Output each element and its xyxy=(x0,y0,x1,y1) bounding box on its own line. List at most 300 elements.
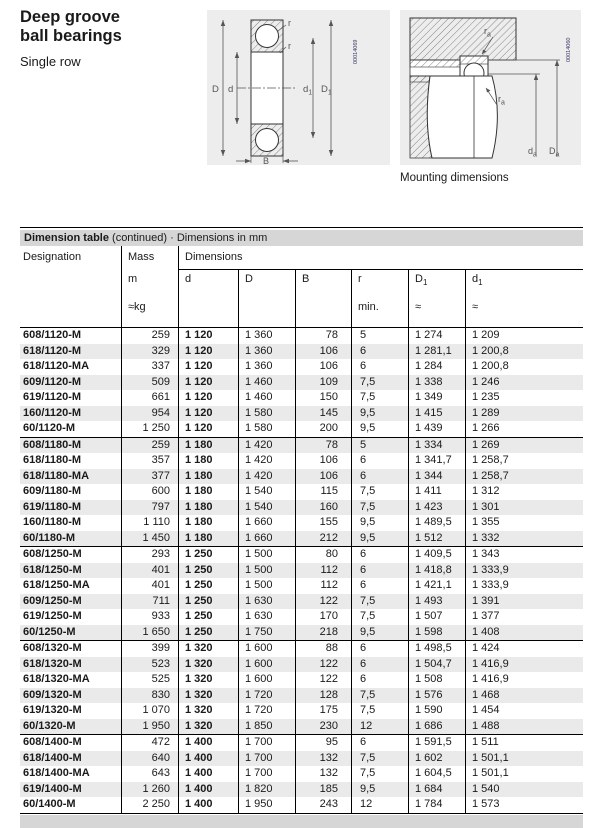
cell-D1: 1 421,1 xyxy=(408,578,465,594)
cell-D1: 1 598 xyxy=(408,625,465,641)
table-row xyxy=(20,421,583,437)
dim-label-d1: $d_1$ xyxy=(303,84,313,97)
table-row xyxy=(20,625,583,641)
cell-D: 1 600 xyxy=(238,672,295,688)
table-row xyxy=(20,782,583,798)
dim-label-B: B xyxy=(263,156,270,165)
mounting-dimensions-svg xyxy=(400,10,581,165)
table-row xyxy=(20,359,583,375)
table-row xyxy=(20,578,583,594)
cell-designation: 618/1180-M xyxy=(23,454,82,466)
page-title xyxy=(20,8,122,46)
cell-mass: 377 xyxy=(121,469,178,485)
table-row xyxy=(20,609,583,625)
cell-D1: 1 409,5 xyxy=(408,547,465,563)
cell-mass: 399 xyxy=(121,641,178,657)
cell-r: 6 xyxy=(351,641,408,657)
cell-D1: 1 338 xyxy=(408,375,465,391)
cell-D: 1 420 xyxy=(238,469,295,485)
cell-D1: 1 493 xyxy=(408,594,465,610)
table-row xyxy=(20,640,583,657)
cell-r: 6 xyxy=(351,735,408,751)
cell-d: 1 180 xyxy=(178,515,238,531)
dim-label-da: $d_a$ xyxy=(528,146,537,159)
cell-D: 1 500 xyxy=(238,547,295,563)
cell-D1: 1 498,5 xyxy=(408,641,465,657)
cell-B: 80 xyxy=(295,547,351,563)
cell-B: 112 xyxy=(295,578,351,594)
col-header-dimensions: Dimensions xyxy=(178,246,583,270)
cell-D: 1 360 xyxy=(238,344,295,360)
cell-B: 128 xyxy=(295,688,351,704)
cell-d: 1 400 xyxy=(178,751,238,767)
cell-d1: 1 269 xyxy=(465,438,583,454)
dimension-table xyxy=(20,227,583,828)
table-row xyxy=(20,515,583,531)
cell-d1: 1 333,9 xyxy=(465,578,583,594)
cell-mass: 830 xyxy=(121,688,178,704)
cell-mass: 711 xyxy=(121,594,178,610)
cell-r: 7,5 xyxy=(351,484,408,500)
cell-D: 1 500 xyxy=(238,563,295,579)
cell-B: 106 xyxy=(295,469,351,485)
cell-r: 7,5 xyxy=(351,751,408,767)
cell-D: 1 850 xyxy=(238,719,295,735)
cell-B: 175 xyxy=(295,703,351,719)
cell-D1: 1 590 xyxy=(408,703,465,719)
cell-r: 7,5 xyxy=(351,500,408,516)
cell-D: 1 460 xyxy=(238,390,295,406)
cell-D1: 1 349 xyxy=(408,390,465,406)
table-header-row-3 xyxy=(20,298,583,327)
cell-d: 1 320 xyxy=(178,641,238,657)
cell-mass: 523 xyxy=(121,657,178,673)
cell-mass: 661 xyxy=(121,390,178,406)
bearing-section-svg xyxy=(207,10,390,165)
cell-B: 170 xyxy=(295,609,351,625)
cell-r: 6 xyxy=(351,547,408,563)
table-row xyxy=(20,484,583,500)
cell-mass: 337 xyxy=(121,359,178,375)
cell-d: 1 320 xyxy=(178,672,238,688)
table-row xyxy=(20,688,583,704)
cell-D: 1 580 xyxy=(238,421,295,437)
cell-B: 185 xyxy=(295,782,351,798)
cell-D: 1 820 xyxy=(238,782,295,798)
cell-d: 1 250 xyxy=(178,563,238,579)
table-row xyxy=(20,375,583,391)
cell-d: 1 180 xyxy=(178,531,238,547)
table-row xyxy=(20,390,583,406)
cell-D: 1 660 xyxy=(238,531,295,547)
cell-D1: 1 489,5 xyxy=(408,515,465,531)
cell-B: 88 xyxy=(295,641,351,657)
cell-r: 9,5 xyxy=(351,406,408,422)
cell-D1: 1 591,5 xyxy=(408,735,465,751)
cell-d1: 1 246 xyxy=(465,375,583,391)
cell-D: 1 360 xyxy=(238,328,295,344)
col-header-designation: Designation xyxy=(23,251,82,263)
cell-d1: 1 454 xyxy=(465,703,583,719)
cell-d: 1 400 xyxy=(178,797,238,813)
cell-D: 1 540 xyxy=(238,500,295,516)
cell-designation: 619/1250-M xyxy=(23,610,82,622)
cell-mass: 1 650 xyxy=(121,625,178,641)
cell-r: 9,5 xyxy=(351,531,408,547)
cell-D1: 1 602 xyxy=(408,751,465,767)
cell-d1: 1 416,9 xyxy=(465,672,583,688)
col-unit-blank xyxy=(20,298,121,327)
table-row xyxy=(20,766,583,782)
cell-B: 106 xyxy=(295,453,351,469)
cell-D1: 1 604,5 xyxy=(408,766,465,782)
cell-B: 132 xyxy=(295,766,351,782)
cell-mass: 1 250 xyxy=(121,421,178,437)
cell-d: 1 250 xyxy=(178,578,238,594)
table-row xyxy=(20,797,583,813)
cell-r: 12 xyxy=(351,797,408,813)
col-unit-d1: ≈ xyxy=(465,298,583,327)
cell-D1: 1 439 xyxy=(408,421,465,437)
cell-D1: 1 334 xyxy=(408,438,465,454)
cell-mass: 329 xyxy=(121,344,178,360)
cell-designation: 60/1400-M xyxy=(23,798,76,810)
cell-B: 122 xyxy=(295,657,351,673)
cell-designation: 619/1180-M xyxy=(23,500,82,513)
cell-designation: 609/1120-M xyxy=(23,375,82,388)
cell-d: 1 180 xyxy=(178,469,238,485)
mounting-dimensions-drawing xyxy=(400,10,581,165)
cell-d: 1 180 xyxy=(178,500,238,516)
cell-r: 7,5 xyxy=(351,688,408,704)
bearing-section-drawing xyxy=(207,10,390,165)
cell-mass: 401 xyxy=(121,563,178,579)
cell-r: 7,5 xyxy=(351,609,408,625)
cell-d: 1 250 xyxy=(178,609,238,625)
cell-d1: 1 258,7 xyxy=(465,469,583,485)
cell-r: 7,5 xyxy=(351,390,408,406)
col-unit-mass: ≈kg xyxy=(121,298,178,327)
cell-r: 6 xyxy=(351,563,408,579)
table-row xyxy=(20,328,583,344)
cell-B: 106 xyxy=(295,344,351,360)
cell-D: 1 720 xyxy=(238,688,295,704)
cell-mass: 2 250 xyxy=(121,797,178,813)
cell-D: 1 460 xyxy=(238,375,295,391)
table-row xyxy=(20,734,583,751)
cell-designation: 609/1180-M xyxy=(23,485,82,497)
cell-D: 1 720 xyxy=(238,703,295,719)
table-row xyxy=(20,344,583,360)
cell-d1: 1 200,8 xyxy=(465,359,583,375)
cell-B: 212 xyxy=(295,531,351,547)
cell-d1: 1 343 xyxy=(465,547,583,563)
cell-designation: 618/1320-MA xyxy=(23,673,90,685)
cell-d: 1 180 xyxy=(178,484,238,500)
cell-d1: 1 573 xyxy=(465,797,583,813)
cell-d: 1 320 xyxy=(178,719,238,735)
dim-label-D: D xyxy=(212,84,219,95)
cell-r: 9,5 xyxy=(351,625,408,641)
col-unit-r: min. xyxy=(351,298,408,327)
cell-designation: 618/1400-M xyxy=(23,751,82,764)
cell-D: 1 420 xyxy=(238,438,295,454)
cell-designation: 608/1320-M xyxy=(23,642,82,654)
cell-d1: 1 312 xyxy=(465,484,583,500)
cell-B: 155 xyxy=(295,515,351,531)
drawing-code-left: 00014069 xyxy=(353,39,359,64)
cell-D1: 1 576 xyxy=(408,688,465,704)
cell-D: 1 630 xyxy=(238,609,295,625)
col-header-mass: Mass xyxy=(121,246,178,270)
cell-d1: 1 540 xyxy=(465,782,583,798)
cell-D1: 1 686 xyxy=(408,719,465,735)
cell-mass: 797 xyxy=(121,500,178,516)
cell-designation: 618/1320-M xyxy=(23,657,82,670)
cell-D: 1 500 xyxy=(238,578,295,594)
cell-B: 78 xyxy=(295,328,351,344)
cell-mass: 357 xyxy=(121,453,178,469)
cell-designation: 619/1320-M xyxy=(23,704,82,716)
cell-d: 1 400 xyxy=(178,766,238,782)
table-row xyxy=(20,672,583,688)
table-row xyxy=(20,500,583,516)
cell-mass: 525 xyxy=(121,672,178,688)
cell-d: 1 400 xyxy=(178,735,238,751)
table-row xyxy=(20,657,583,673)
cell-r: 6 xyxy=(351,359,408,375)
cell-d1: 1 424 xyxy=(465,641,583,657)
cell-r: 6 xyxy=(351,657,408,673)
table-row xyxy=(20,406,583,422)
cell-designation: 618/1400-MA xyxy=(23,767,90,779)
cell-d1: 1 391 xyxy=(465,594,583,610)
cell-d: 1 250 xyxy=(178,594,238,610)
cell-mass: 509 xyxy=(121,375,178,391)
cell-D1: 1 507 xyxy=(408,609,465,625)
cell-r: 7,5 xyxy=(351,594,408,610)
mounting-dimensions-caption: Mounting dimensions xyxy=(400,172,509,184)
cell-D1: 1 284 xyxy=(408,359,465,375)
cell-D1: 1 341,7 xyxy=(408,453,465,469)
table-row xyxy=(20,531,583,547)
cell-D: 1 580 xyxy=(238,406,295,422)
cell-B: 122 xyxy=(295,672,351,688)
cell-d1: 1 266 xyxy=(465,421,583,437)
table-row xyxy=(20,546,583,563)
cell-d1: 1 258,7 xyxy=(465,453,583,469)
cell-D: 1 360 xyxy=(238,359,295,375)
dim-label-r-inner: r xyxy=(288,41,291,51)
dim-label-ra-top: $r_a$ xyxy=(484,26,491,39)
cell-B: 243 xyxy=(295,797,351,813)
col-symbol-m: m xyxy=(121,270,178,298)
cell-D: 1 750 xyxy=(238,625,295,641)
cell-D1: 1 344 xyxy=(408,469,465,485)
cell-mass: 472 xyxy=(121,735,178,751)
cell-r: 6 xyxy=(351,469,408,485)
cell-designation: 160/1180-M xyxy=(23,516,82,528)
cell-D1: 1 415 xyxy=(408,406,465,422)
cell-d1: 1 468 xyxy=(465,688,583,704)
cell-d1: 1 235 xyxy=(465,390,583,406)
cell-B: 160 xyxy=(295,500,351,516)
cell-mass: 1 110 xyxy=(121,515,178,531)
cell-d1: 1 501,1 xyxy=(465,766,583,782)
table-row xyxy=(20,703,583,719)
page-subtitle: Single row xyxy=(20,54,81,69)
cell-d: 1 120 xyxy=(178,344,238,360)
cell-d: 1 250 xyxy=(178,625,238,641)
cell-mass: 933 xyxy=(121,609,178,625)
cell-designation: 609/1250-M xyxy=(23,594,82,607)
col-symbol-r: r xyxy=(351,270,408,298)
cell-r: 6 xyxy=(351,672,408,688)
cell-d1: 1 333,9 xyxy=(465,563,583,579)
cell-mass: 1 070 xyxy=(121,703,178,719)
table-band xyxy=(20,230,583,246)
table-row xyxy=(20,751,583,767)
cell-designation: 60/1180-M xyxy=(23,531,75,544)
cell-mass: 1 260 xyxy=(121,782,178,798)
cell-d1: 1 408 xyxy=(465,625,583,641)
cell-d1: 1 511 xyxy=(465,735,583,751)
cell-B: 115 xyxy=(295,484,351,500)
cell-B: 106 xyxy=(295,359,351,375)
cell-D1: 1 281,1 xyxy=(408,344,465,360)
cell-d: 1 400 xyxy=(178,782,238,798)
col-symbol-blank xyxy=(20,270,121,298)
cell-designation: 60/1120-M xyxy=(23,422,75,434)
cell-designation: 608/1180-M xyxy=(23,438,82,451)
cell-D: 1 950 xyxy=(238,797,295,813)
col-symbol-D1: $D_1$ xyxy=(408,270,465,298)
cell-d: 1 120 xyxy=(178,421,238,437)
cell-designation: 608/1400-M xyxy=(23,736,82,748)
cell-designation: 60/1250-M xyxy=(23,625,76,638)
cell-d: 1 120 xyxy=(178,375,238,391)
cell-d1: 1 301 xyxy=(465,500,583,516)
cell-D1: 1 274 xyxy=(408,328,465,344)
cell-B: 95 xyxy=(295,735,351,751)
cell-r: 6 xyxy=(351,578,408,594)
cell-designation: 619/1120-M xyxy=(23,391,82,403)
col-unit-D1: ≈ xyxy=(408,298,465,327)
cell-d1: 1 416,9 xyxy=(465,657,583,673)
table-band-title: Dimension table xyxy=(24,232,109,244)
cell-d: 1 250 xyxy=(178,547,238,563)
cell-mass: 600 xyxy=(121,484,178,500)
cell-designation: 60/1320-M xyxy=(23,719,76,732)
cell-d1: 1 209 xyxy=(465,328,583,344)
cell-r: 9,5 xyxy=(351,421,408,437)
cell-designation: 619/1400-M xyxy=(23,782,82,795)
col-symbol-B: B xyxy=(295,270,351,298)
cell-designation: 608/1120-M xyxy=(23,329,82,341)
table-bottom-band xyxy=(20,815,583,828)
dim-label-D1: $D_1$ xyxy=(321,84,332,97)
page-title-line1: Deep groove xyxy=(20,8,120,26)
table-row xyxy=(20,453,583,469)
cell-D: 1 600 xyxy=(238,641,295,657)
cell-B: 109 xyxy=(295,375,351,391)
table-band-subtitle: (continued) · Dimensions in mm xyxy=(108,232,268,244)
col-unit-D xyxy=(238,298,295,327)
cell-D: 1 540 xyxy=(238,484,295,500)
table-body xyxy=(20,328,583,813)
cell-B: 112 xyxy=(295,563,351,579)
cell-D: 1 600 xyxy=(238,657,295,673)
col-symbol-d1: $d_1$ xyxy=(465,270,583,298)
cell-mass: 640 xyxy=(121,751,178,767)
cell-B: 132 xyxy=(295,751,351,767)
cell-mass: 954 xyxy=(121,406,178,422)
cell-d: 1 120 xyxy=(178,390,238,406)
cell-D1: 1 411 xyxy=(408,484,465,500)
cell-designation: 609/1320-M xyxy=(23,688,82,701)
cell-D: 1 700 xyxy=(238,766,295,782)
cell-d: 1 320 xyxy=(178,703,238,719)
dim-label-r-top: r xyxy=(288,18,291,28)
cell-r: 5 xyxy=(351,438,408,454)
page-title-line2: ball bearings xyxy=(20,27,122,45)
cell-d: 1 320 xyxy=(178,688,238,704)
cell-designation: 618/1120-M xyxy=(23,344,82,357)
cell-D1: 1 418,8 xyxy=(408,563,465,579)
cell-D: 1 700 xyxy=(238,751,295,767)
cell-d: 1 120 xyxy=(178,406,238,422)
cell-d1: 1 332 xyxy=(465,531,583,547)
cell-D: 1 630 xyxy=(238,594,295,610)
cell-D: 1 420 xyxy=(238,453,295,469)
cell-D: 1 700 xyxy=(238,735,295,751)
cell-r: 7,5 xyxy=(351,766,408,782)
drawing-code-right: 00014060 xyxy=(566,37,572,62)
cell-d: 1 180 xyxy=(178,438,238,454)
cell-mass: 293 xyxy=(121,547,178,563)
cell-mass: 643 xyxy=(121,766,178,782)
col-unit-d xyxy=(178,298,238,327)
cell-d: 1 320 xyxy=(178,657,238,673)
cell-B: 122 xyxy=(295,594,351,610)
cell-d1: 1 200,8 xyxy=(465,344,583,360)
cell-designation: 618/1250-MA xyxy=(23,579,90,591)
cell-d1: 1 501,1 xyxy=(465,751,583,767)
cell-B: 218 xyxy=(295,625,351,641)
cell-designation: 608/1250-M xyxy=(23,548,82,560)
col-symbol-d: d xyxy=(178,270,238,298)
cell-d1: 1 377 xyxy=(465,609,583,625)
cell-r: 9,5 xyxy=(351,782,408,798)
cell-mass: 1 450 xyxy=(121,531,178,547)
cell-d: 1 120 xyxy=(178,359,238,375)
cell-D1: 1 684 xyxy=(408,782,465,798)
cell-r: 6 xyxy=(351,453,408,469)
cell-D1: 1 508 xyxy=(408,672,465,688)
cell-r: 7,5 xyxy=(351,375,408,391)
cell-D1: 1 512 xyxy=(408,531,465,547)
cell-r: 6 xyxy=(351,344,408,360)
cell-r: 9,5 xyxy=(351,515,408,531)
cell-d1: 1 355 xyxy=(465,515,583,531)
cell-B: 145 xyxy=(295,406,351,422)
dim-label-Da: $D_a$ xyxy=(549,146,560,159)
table-header-row-2 xyxy=(20,270,583,298)
table-row xyxy=(20,437,583,454)
table-row xyxy=(20,563,583,579)
cell-designation: 160/1120-M xyxy=(23,406,82,419)
cell-r: 5 xyxy=(351,328,408,344)
